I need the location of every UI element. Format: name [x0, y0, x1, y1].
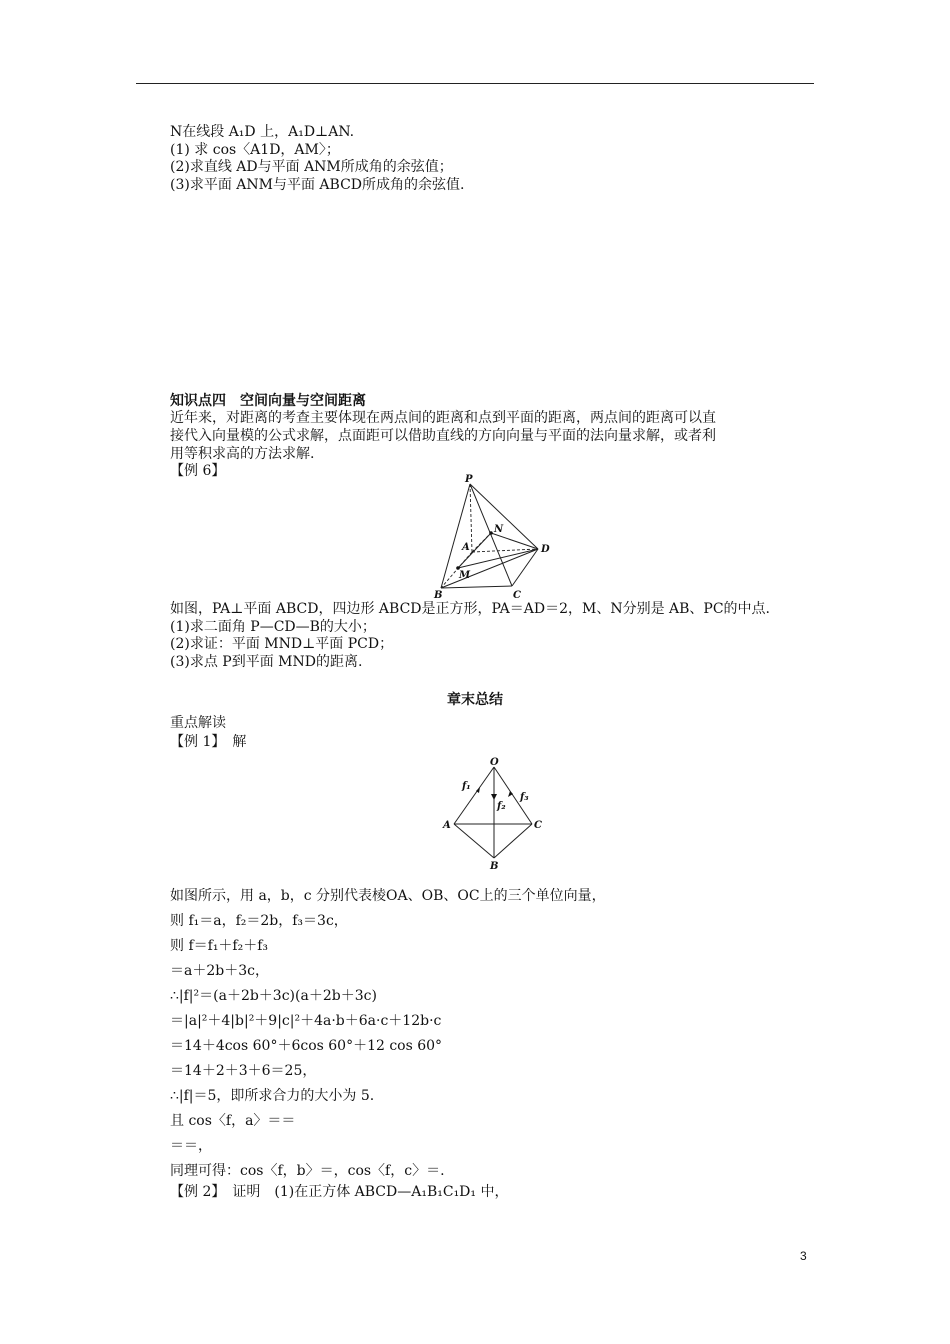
solution-line: ＝14＋4cos 60°＋6cos 60°＋12 cos 60°	[170, 1038, 443, 1054]
solution-line: 【例 2】 证明 (1)在正方体 ABCD—A₁B₁C₁D₁ 中，	[170, 1184, 509, 1200]
problem-line: 如图，PA⊥平面 ABCD，四边形 ABCD是正方形，PA＝AD＝2，M、N分别是 AB、PC的中点.	[170, 601, 771, 617]
paragraph-line: 接代入向量模的公式求解，点面距可以借助直线的方向向量与平面的法向量求解，或者利	[170, 428, 716, 444]
label-P: P	[465, 474, 473, 485]
solution-line: ＝a＋2b＋3c，	[170, 963, 269, 979]
chapter-title: 章末总结	[447, 692, 503, 708]
solution-line: 则 f＝f₁＋f₂＋f₃	[170, 938, 269, 954]
problem-line: (3)求点 P到平面 MND的距离.	[170, 654, 363, 670]
label-f3: f₃	[520, 792, 529, 803]
solution-line: 同理可得：cos〈f，b〉＝，cos〈f，c〉＝.	[170, 1163, 445, 1179]
example-label: 【例 1】 解	[170, 734, 247, 750]
label-C: C	[513, 590, 521, 601]
paragraph-line: 近年来，对距离的考查主要体现在两点间的距离和点到平面的距离，两点间的距离可以直	[170, 410, 716, 426]
paragraph-line: 用等积求高的方法求解.	[170, 446, 315, 462]
solution-line: ∴|f|＝5，即所求合力的大小为 5.	[170, 1088, 375, 1104]
text-line: N在线段 A₁D 上，A₁D⊥AN.	[170, 124, 355, 140]
label-B: B	[434, 590, 443, 601]
label-C2: C	[534, 820, 542, 831]
label-B2: B	[490, 861, 499, 870]
solution-line: 如图所示，用 a，b，c 分别代表棱OA、OB、OC上的三个单位向量，	[170, 888, 606, 904]
solution-line: ∴|f|²＝(a＋2b＋3c)(a＋2b＋3c)	[170, 988, 377, 1004]
problem-line: (2)求证：平面 MND⊥平面 PCD；	[170, 636, 394, 652]
label-f2: f₂	[497, 801, 506, 812]
page-number: 3	[800, 1249, 807, 1263]
solution-line: ＝14＋2＋3＋6＝25，	[170, 1063, 317, 1079]
label-f1: f₁	[462, 781, 471, 792]
label-O: O	[490, 757, 499, 768]
label-A2: A	[443, 820, 451, 831]
problem-line: (1)求二面角 P—CD—B的大小；	[170, 619, 376, 635]
label-M: M	[459, 570, 471, 581]
label-N: N	[494, 524, 504, 535]
force-figure	[438, 755, 548, 870]
example-label: 【例 6】	[170, 463, 226, 479]
solution-line: ＝＝，	[170, 1138, 212, 1154]
subheading: 重点解读	[170, 715, 226, 731]
solution-line: 则 f₁＝a，f₂＝2b，f₃＝3c，	[170, 913, 348, 929]
header-rule	[136, 83, 814, 84]
text-line: (1) 求 cos〈A1D，AM〉；	[170, 142, 340, 158]
label-D: D	[541, 544, 550, 555]
section-title: 知识点四 空间向量与空间距离	[170, 393, 366, 409]
pyramid-figure	[428, 472, 568, 602]
text-line: (2)求直线 AD与平面 ANM所成角的余弦值；	[170, 159, 453, 175]
solution-line: ＝|a|²＋4|b|²＋9|c|²＋4a·b＋6a·c＋12b·c	[170, 1013, 442, 1029]
solution-line: 且 cos〈f，a〉＝＝	[170, 1113, 296, 1129]
text-line: (3)求平面 ANM与平面 ABCD所成角的余弦值.	[170, 177, 465, 193]
label-A: A	[462, 542, 470, 553]
